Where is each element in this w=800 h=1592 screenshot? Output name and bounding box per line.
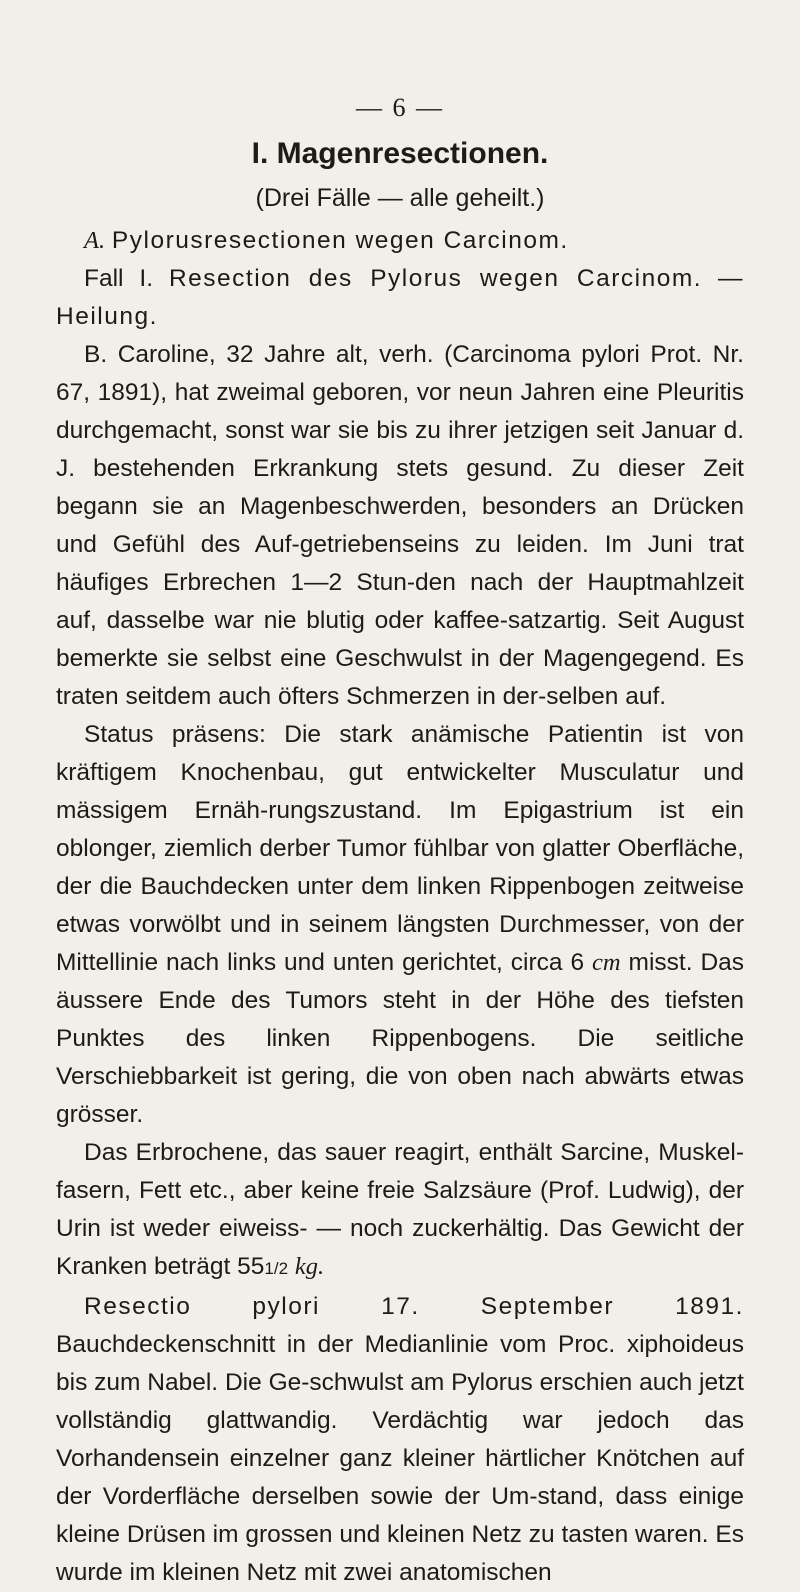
page-title: I. Magenresectionen. (251, 137, 549, 170)
case-label: Fall I. (84, 265, 154, 292)
history-paragraph: B. Caroline, 32 Jahre alt, verh. (Carcinoma pylori Prot. Nr. 67, 1891), hat zweimal geboren, vor neun Jahren eine Pleuritis durchgemacht, sonst war sie bis zu ihrer jetzigen seit Januar d. J. bestehenden Erkrankung stets gesund. Zu dieser Zeit begann sie an Magenbeschwerden, besonders an Drücken und Gefühl des Auf-getriebenseins zu leiden. Im Juni trat häufiges Erbrechen 1—2 Stun-den nach der Hauptmahlzeit auf, dasselbe war nie blutig oder kaffee-satzartig. Seit August bemerkte sie selbst eine Geschwulst in der Magengegend. Es traten seitdem auch öfters Schmerzen in der-selben auf. (56, 341, 744, 710)
case-title: Resection des Pylorus wegen Carcinom. (168, 265, 703, 292)
document-body (56, 222, 744, 1592)
status-paragraph (56, 716, 744, 1134)
status-text-end: misst. Das äussere Ende des Tumors steht in der Höhe des tiefsten Punktes des linken Rippenbogens. Die seitliche Verschiebbarkeit ist gering, die von oben nach abwärts etwas grösser. (56, 949, 745, 1128)
status-unit: cm (592, 949, 621, 976)
findings-paragraph (56, 1134, 744, 1288)
section-heading (56, 222, 744, 260)
case-heading (56, 260, 744, 336)
findings-text: Das Erbrochene, das sauer reagirt, enthält Sarcine, Muskel-fasern, Fett etc., aber keine freie Salzsäure (Prof. Ludwig), der Urin ist weder eiweiss- — noch zuckerhältig. Das Gewicht der Kranken beträgt 55 (56, 1139, 744, 1280)
operation-text: Bauchdeckenschnitt in der Medianlinie vom Proc. xiphoideus bis zum Nabel. Die Ge-schwulst am Pylorus erschien auch jetzt vollständig glattwandig. Verdächtig war jedoch das Vorhandensein einzelner ganz kleiner härtlicher Knötchen auf der Vorderfläche derselben sowie der Um-stand, dass einige kleine Drüsen im grossen und kleinen Netz zu tasten waren. Es wurde im kleinen Netz mit zwei anatomischen (56, 1331, 744, 1586)
operation-lead: Resectio pylori 17. September 1891. (84, 1293, 744, 1320)
section-title: Pylorusresectionen wegen Carcinom. (111, 227, 569, 254)
weight-unit: kg. (294, 1253, 325, 1280)
operation-paragraph (56, 1288, 744, 1592)
page-number: — 6 — (356, 93, 444, 122)
status-text: Status präsens: Die stark anämische Patientin ist von kräftigem Knochenbau, gut entwickelter Musculatur und mässigem Ernäh-rungszustand. Im Epigastrium ist ein oblonger, ziemlich derber Tumor fühlbar von glatter Oberfläche, der die Bauchdecken unter dem linken Rippenbogen zeitweise etwas vorwölbt und in seinem längsten Durchmesser, von der Mittellinie nach links und unten gerichtet, circa 6 (56, 721, 744, 976)
weight-fraction: 1/2 (264, 1259, 289, 1278)
case-outcome: — Heilung. (56, 265, 744, 330)
page-subtitle: (Drei Fälle — alle geheilt.) (255, 184, 545, 212)
section-label: A. (84, 227, 106, 254)
